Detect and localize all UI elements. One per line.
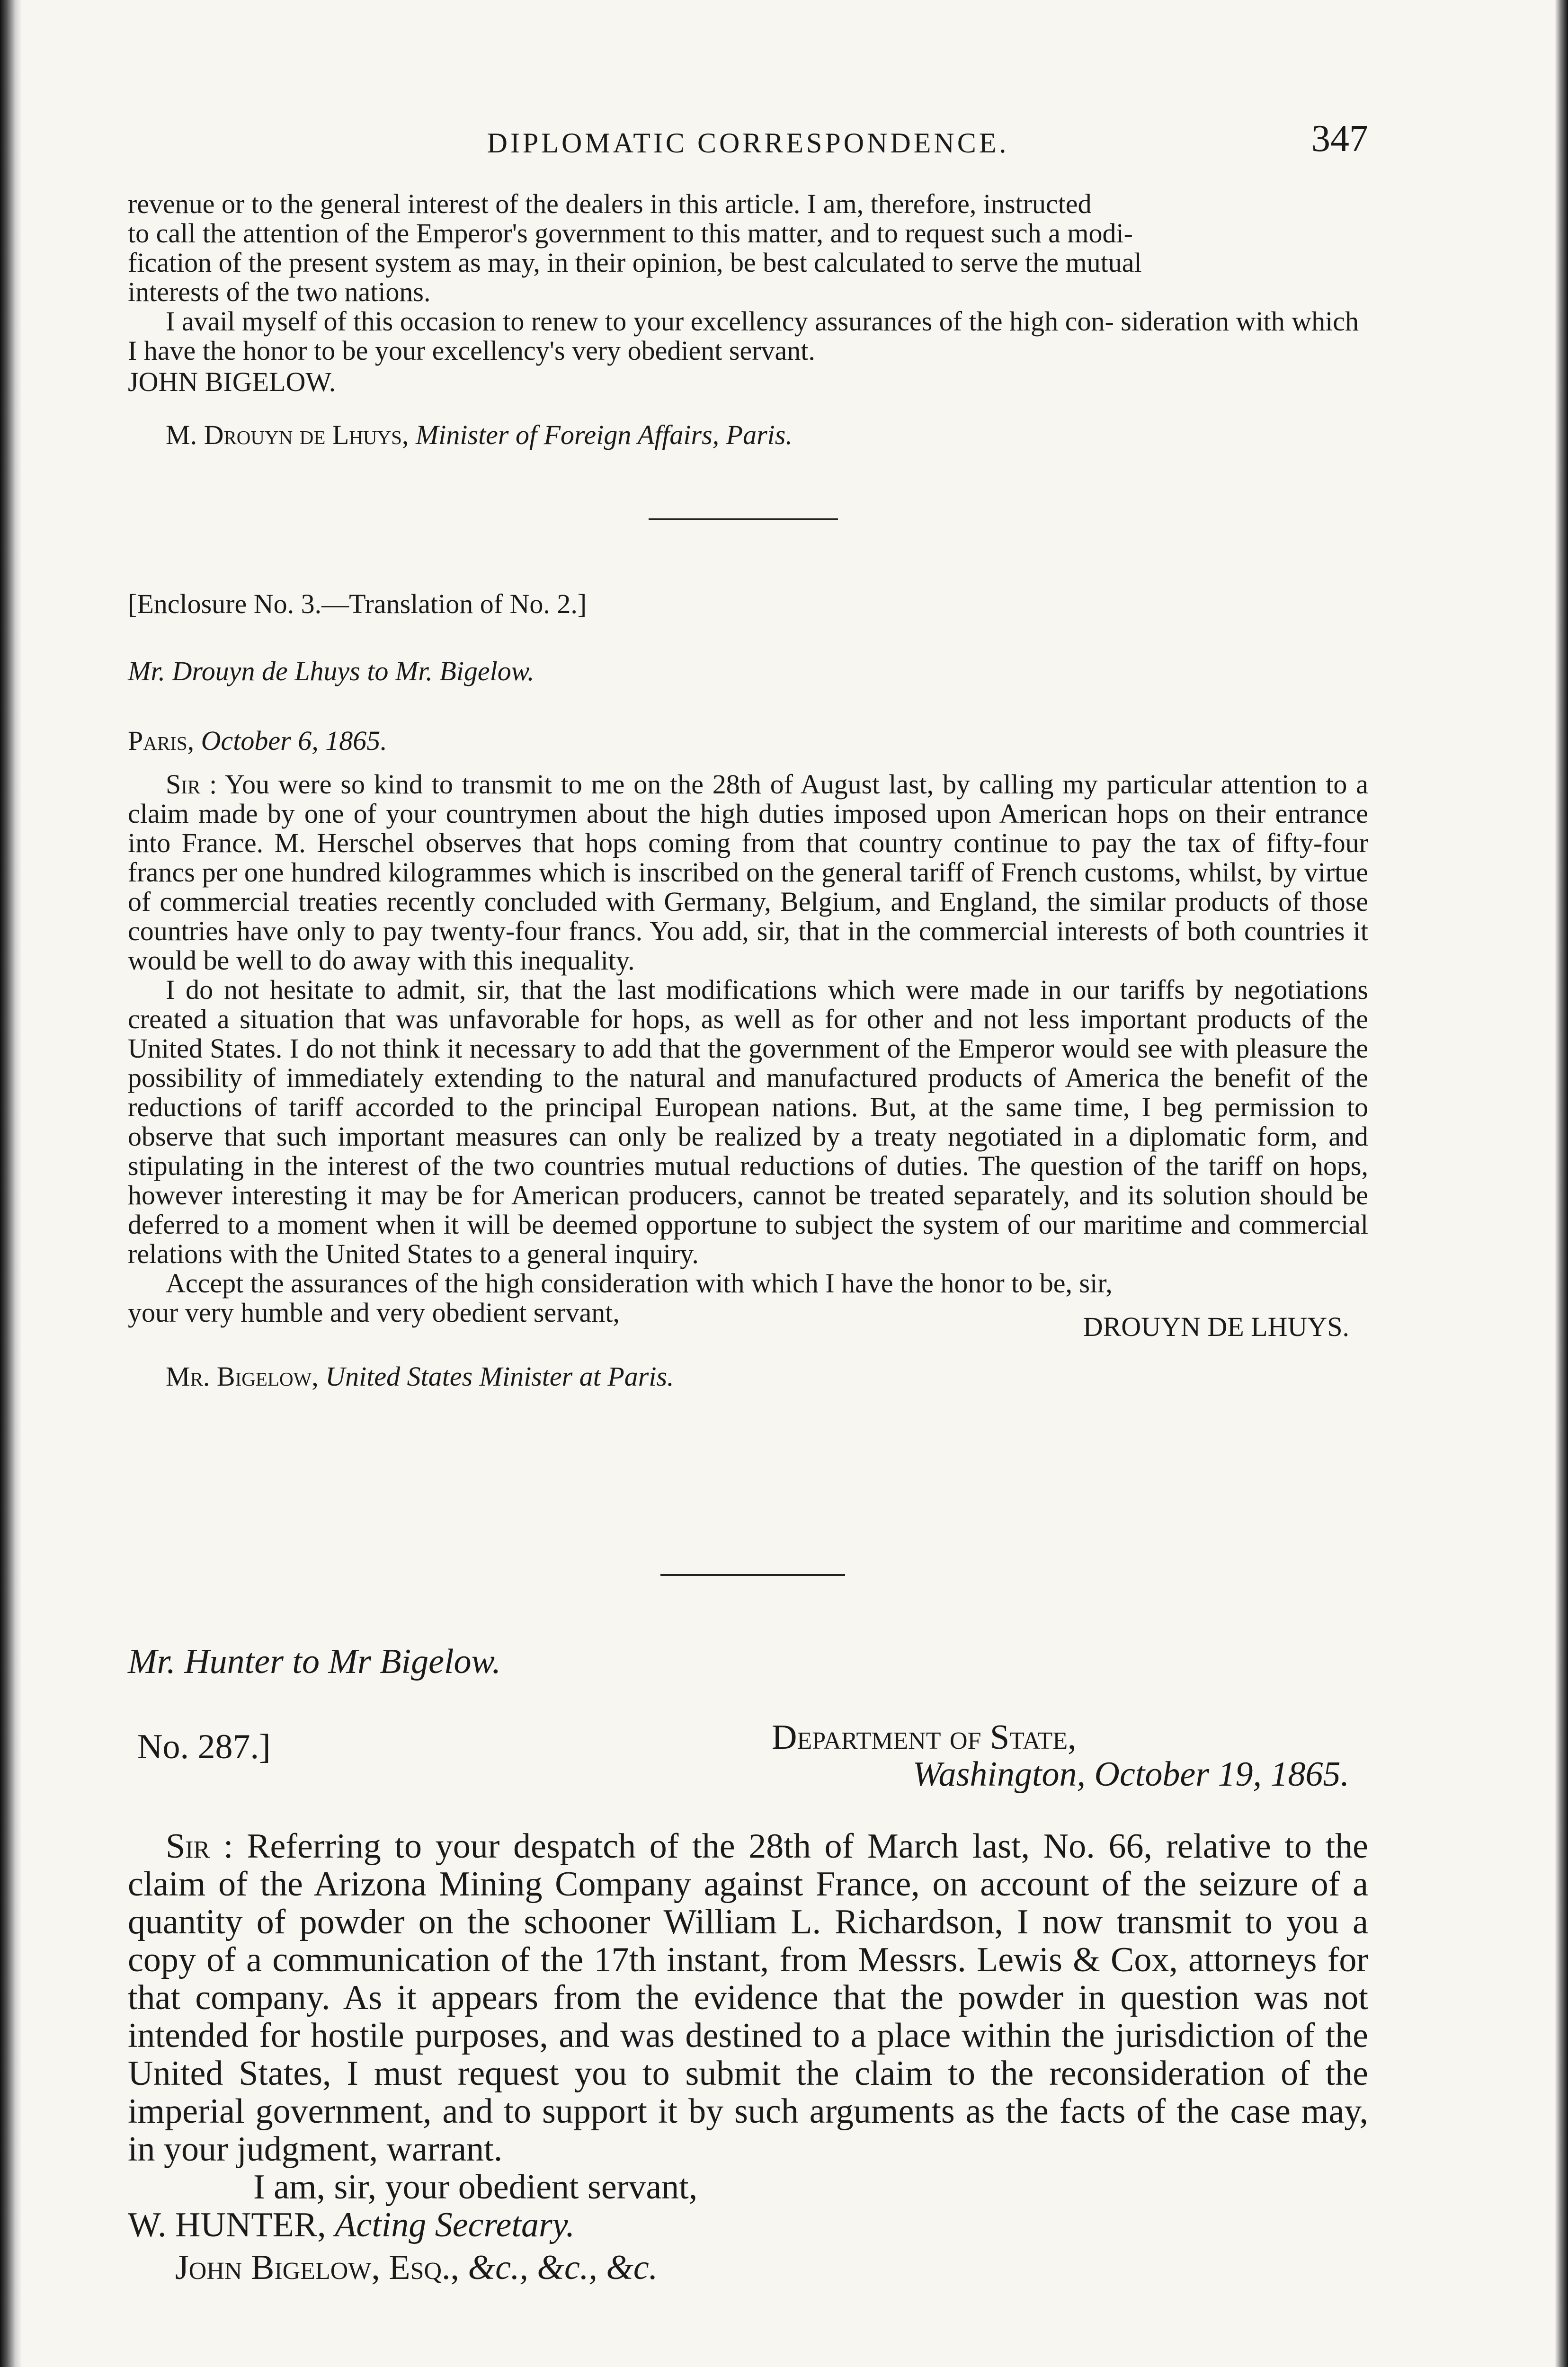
body-text: Referring to your despatch of the 28th of March last, No. 66, relative to the claim of the Arizona Mining Company against France, on account of the seizure of a quantity of powder on the schooner William L. Richardson, I now transmit to you a copy of a communication of the 17th instant, from Messrs. Lewis & Cox, attorneys for that company. As it appears from the evidence that the powder in question was not intended for hostile purposes, and was destined to a place within the jurisdiction of the United States, I must request you to submit the claim to the reconsideration of the imperial government, and to support it by such arguments as the facts of the case may, in your judgment, warrant.	[128, 1827, 1368, 2169]
enclosure-drouyn-letter	[128, 589, 1368, 1391]
addressee	[128, 1362, 1368, 1391]
closing-line: Accept the assurances of the high consideration with which I have the honor to be, sir,	[166, 1268, 1113, 1299]
running-head	[128, 117, 1368, 169]
letter-hunter-to-bigelow	[128, 1643, 1368, 2287]
letter-header-block	[128, 1718, 1368, 1808]
dateline-date: October 6, 1865.	[201, 725, 387, 756]
addressee-name: John Bigelow, Esq.,	[175, 2248, 460, 2287]
addressee-name: Mr. Bigelow,	[166, 1361, 319, 1392]
body-paragraph	[128, 1827, 1368, 2168]
page-number: 347	[1311, 118, 1368, 160]
section-divider	[660, 1574, 845, 1576]
signature: JOHN BIGELOW.	[128, 366, 336, 397]
letter-heading: Mr. Drouyn de Lhuys to Mr. Bigelow.	[128, 656, 535, 686]
enclosure-heading: [Enclosure No. 3.—Translation of No. 2.]	[128, 588, 587, 619]
signature: DROUYN DE LHUYS.	[1083, 1311, 1349, 1342]
dateline: Washington, October 19, 1865.	[912, 1755, 1349, 1794]
addressee	[128, 2249, 1368, 2287]
department: Department of State,	[772, 1718, 1077, 1757]
dateline	[128, 726, 1368, 756]
signature	[128, 2206, 1368, 2244]
signature-title: Acting Secretary.	[335, 2206, 575, 2244]
scan-left-edge	[0, 0, 22, 2367]
closing-paragraph: I avail myself of this occasion to renew to your excellency assurances of the high con- sideration with which I have the honor to be your excellency's very obedient servant.	[128, 306, 1359, 366]
despatch-number: No. 287.]	[137, 1727, 271, 1766]
addressee-name: M. Drouyn de Lhuys,	[166, 419, 409, 450]
body-text: You were so kind to transmit to me on the 28th of August last, by calling my particular attention to a claim made by one of your countrymen about the high duties imposed upon American hops on their entrance into France. M. Herschel observes that hops coming from that country continue to pay the tax of fifty-four francs per one hundred kilogrammes which is inscribed on the general tariff of French customs, whilst, by virtue of commercial treaties recently concluded with Germany, Belgium, and England, the similar products of those countries have only to pay twenty-four francs. You add, sir, that in the commercial interests of both countries it would be well to do away with this inequality.	[128, 769, 1368, 976]
addressee-title: Minister of Foreign Affairs, Paris.	[415, 419, 793, 450]
closing-line: your very humble and very obedient servant,	[128, 1297, 620, 1328]
running-head-title: DIPLOMATIC CORRESPONDENCE.	[487, 127, 1009, 159]
signature-name: W. HUNTER,	[128, 2206, 326, 2244]
dateline-place: Paris,	[128, 725, 195, 756]
addressee	[128, 420, 1368, 450]
closing-line: I am, sir, your obedient servant,	[253, 2168, 698, 2207]
body-paragraph	[128, 770, 1368, 975]
scan-right-edge	[1555, 0, 1568, 2367]
salutation: Sir :	[166, 1827, 233, 1866]
body-line: fication of the present system as may, in their opinion, be best calculated to serve the mutual	[128, 247, 1142, 278]
letter-bigelow-continuation	[128, 189, 1368, 450]
body-line: revenue or to the general interest of the dealers in this article. I am, therefore, instructed	[128, 188, 1092, 219]
body-paragraph: I do not hesitate to admit, sir, that the last modifications which were made in our tariffs by negotiations created a situation that was unfavorable for hops, as well as for other and not less important products of the United States. I do not think it necessary to add that the government of the Emperor would see with pleasure the possibility of immediately extending to the natural and manufactured products of America the benefit of the reductions of tariff accorded to the principal European nations. But, at the same time, I beg permission to observe that such important measures can only be realized by a treaty negotiated in a diplomatic form, and stipulating in the interest of the two countries mutual reductions of duties. The question of the tariff on hops, however interesting it may be for American producers, cannot be treated separately, and its solution should be deferred to a moment when it will be deemed opportune to subject the system of our maritime and commercial relations with the United States to a general inquiry.	[128, 974, 1368, 1269]
section-divider	[649, 518, 838, 520]
addressee-suffix: &c., &c., &c.	[468, 2248, 658, 2287]
salutation: Sir :	[166, 769, 217, 800]
body-line: to call the attention of the Emperor's government to this matter, and to request such a modi-	[128, 218, 1133, 249]
closing-block	[128, 1298, 1368, 1341]
body-line: interests of the two nations.	[128, 276, 431, 307]
addressee-title: United States Minister at Paris.	[325, 1361, 674, 1392]
letter-heading: Mr. Hunter to Mr Bigelow.	[128, 1642, 501, 1681]
